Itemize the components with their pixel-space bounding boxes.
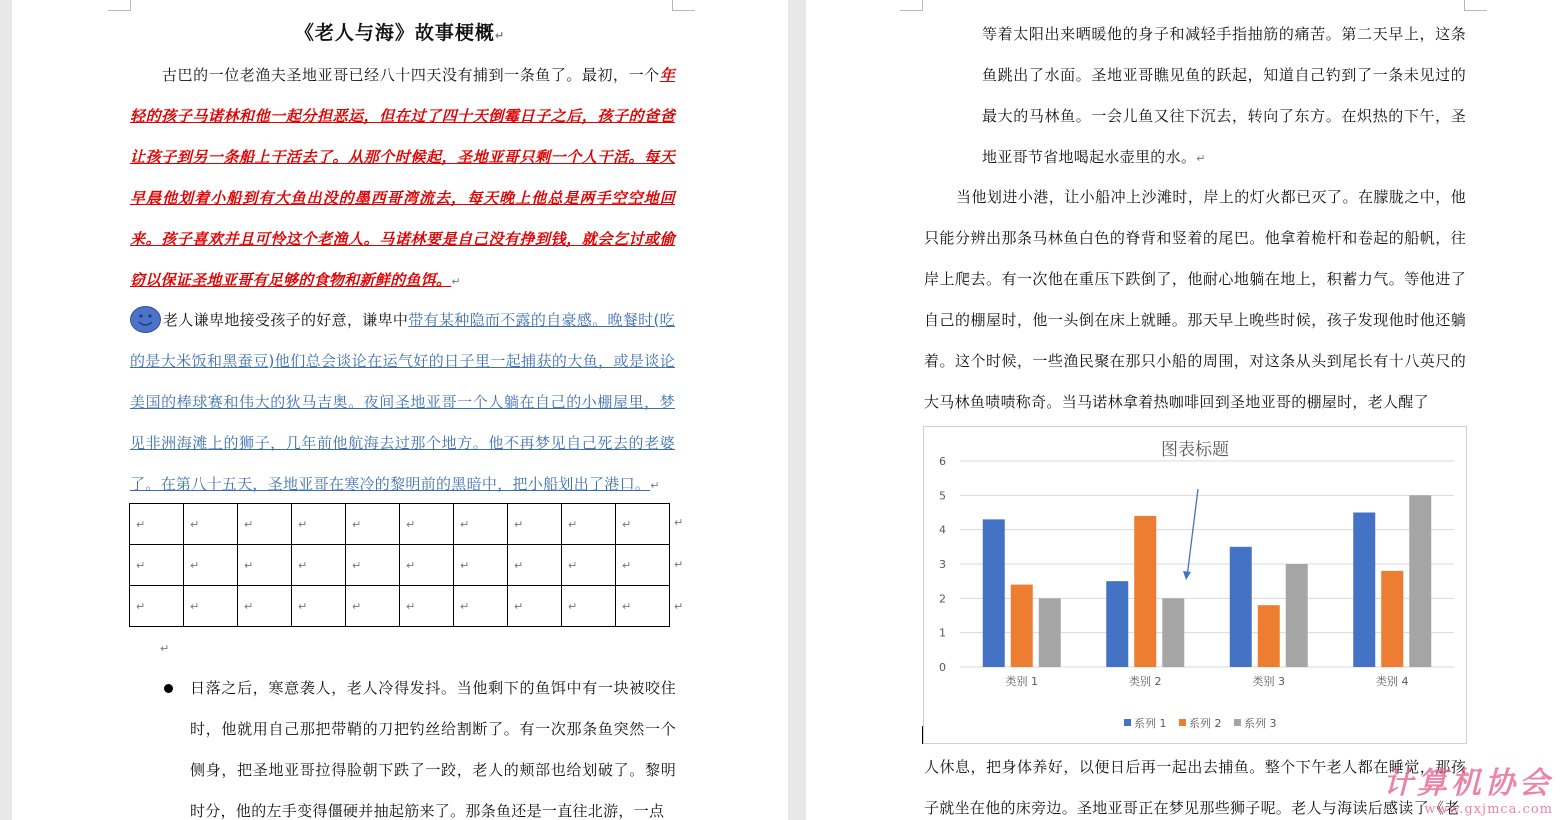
rest-text: 人休息，把身体养好，以便日后再一起出去捕鱼。整个下午老人都在睡觉，那孩子就坐在他的床旁边。圣地亚哥正在梦见那些狮子呢。老人与海读后感读了《老 <box>924 758 1466 817</box>
table-row <box>130 586 670 627</box>
chart-canvas <box>924 427 1466 743</box>
row-end-mark: ↵ <box>674 516 684 529</box>
table-cell[interactable]: ↵ <box>454 586 508 627</box>
table-cell[interactable]: ↵ <box>130 545 184 586</box>
y-tick-label: 2 <box>939 592 946 606</box>
sun-text: 等着太阳出来晒暖他的身子和减轻手指抽筋的痛苦。第二天早上，这条鱼跳出了水面。圣地亚哥瞧见鱼的跃起，知道自己钓到了一条未见过的最大的马林鱼。一会儿鱼又往下沉去，转向了东方。在炽热的下午，圣地亚哥节省地喝起水壶里的水。 <box>982 25 1466 166</box>
table-cell[interactable]: ↵ <box>130 586 184 627</box>
smiley-face-icon[interactable] <box>130 306 161 333</box>
intro-text: 古巴的一位老渔夫圣地亚哥已经八十四天没有捕到一条鱼了。最初，一个 <box>162 66 660 84</box>
table-cell[interactable]: ↵ <box>292 545 346 586</box>
bullet-text: 日落之后，寒意袭人，老人冷得发抖。当他剩下的鱼饵中有一块被咬住时，他就用自己那把带鞘的刀把钓丝给割断了。有一次那条鱼突然一个侧身，把圣地亚哥拉得脸朝下跌了一跤，老人的颊部也给划破了。黎明时分，他的左手变得僵硬并抽起筋来了。那条鱼还是一直往北游，一点 <box>190 679 676 820</box>
chart-bar[interactable] <box>1162 598 1184 667</box>
chart-bar[interactable] <box>1409 495 1431 667</box>
crop-mark <box>108 0 131 11</box>
paragraph-intro[interactable]: 古巴的一位老渔夫圣地亚哥已经八十四天没有捕到一条鱼了。最初，一个年轻的孩子马诺林和他一起分担恶运，但在过了四十天倒霉日子之后，孩子的爸爸让孩子到另一条船上干活去了。从那个时候起，圣地亚哥只剩一个人干活。每天早晨他划着小船到有大鱼出没的墨西哥湾流去，每天晚上他总是两手空空地回来。孩子喜欢并且可怜这个老渔人。马诺林要是自己没有挣到钱，就会乞讨或偷窃以保证圣地亚哥有足够的食物和新鲜的鱼饵。↵ <box>130 66 675 289</box>
table-cell[interactable]: ↵ <box>292 504 346 545</box>
table-cell[interactable]: ↵ <box>400 586 454 627</box>
crop-mark <box>1464 0 1487 11</box>
humble-blue-text: 带有某种隐而不露的自豪感。晚餐时(吃的是大米饭和黑蚕豆)他们总会谈论在运气好的日子里一起捕获的大鱼，或是谈论美国的棒球赛和伟大的狄马吉奥。夜间圣地亚哥一个人躺在自己的小棚屋里，梦见非洲海滩上的狮子，几年前他航海去过那个地方。他不再梦见自己死去的老婆了。在第八十五天，圣地亚哥在寒冷的黎明前的黑暗中，把小船划出了港口。 <box>130 311 675 493</box>
table-cell[interactable]: ↵ <box>400 545 454 586</box>
bullet-icon <box>164 684 173 693</box>
crop-mark <box>672 0 695 11</box>
table-cell[interactable]: ↵ <box>400 504 454 545</box>
x-tick-label: 类别 4 <box>1376 675 1409 688</box>
table-cell[interactable]: ↵ <box>346 545 400 586</box>
chart-bar[interactable] <box>1230 547 1252 667</box>
table-cell[interactable]: ↵ <box>616 586 670 627</box>
crop-mark <box>900 0 923 11</box>
x-tick-label: 类别 3 <box>1252 675 1285 688</box>
page-gap <box>788 0 806 820</box>
table-cell[interactable]: ↵ <box>238 504 292 545</box>
chart-bar[interactable] <box>1381 571 1403 667</box>
document-page-right[interactable] <box>806 0 1567 820</box>
table-cell[interactable]: ↵ <box>238 545 292 586</box>
y-tick-label: 3 <box>939 558 946 571</box>
legend-swatch <box>1124 719 1131 726</box>
y-tick-label: 0 <box>939 661 946 674</box>
table-row <box>130 504 670 545</box>
chart-bar[interactable] <box>1286 564 1308 667</box>
chart-bar[interactable] <box>1258 605 1280 667</box>
arrow-head-icon <box>1183 571 1191 580</box>
table-cell[interactable]: ↵ <box>346 504 400 545</box>
table-cell[interactable]: ↵ <box>616 504 670 545</box>
table-cell[interactable]: ↵ <box>616 545 670 586</box>
y-tick-label: 4 <box>939 523 946 537</box>
table-cell[interactable]: ↵ <box>346 586 400 627</box>
x-tick-label: 类别 1 <box>1005 675 1038 688</box>
table-cell[interactable]: ↵ <box>184 545 238 586</box>
table-cell[interactable]: ↵ <box>454 504 508 545</box>
table-cell[interactable]: ↵ <box>130 504 184 545</box>
legend-swatch <box>1234 719 1241 726</box>
chart-bar[interactable] <box>1106 581 1128 667</box>
table-cell[interactable]: ↵ <box>562 586 616 627</box>
table-cell[interactable]: ↵ <box>508 545 562 586</box>
table-cell[interactable]: ↵ <box>562 545 616 586</box>
table-cell[interactable]: ↵ <box>562 504 616 545</box>
bar-chart[interactable] <box>923 426 1467 744</box>
row-end-mark: ↵ <box>674 600 684 613</box>
legend-entry[interactable]: 系列 1 <box>1134 717 1167 730</box>
harbor-text: 当他划进小港，让小船冲上沙滩时，岸上的灯火都已灭了。在朦胧之中，他只能分辨出那条马林鱼白色的脊背和竖着的尾巴。他拿着桅杆和卷起的船帆，往岸上爬去。有一次他在重压下跌倒了，他耐心地躺在地上，积蓄力气。等他进了自己的棚屋时，他一头倒在床上就睡。那天早上晚些时候，孩子发现他时他还躺着。这个时候，一些渔民聚在那只小船的周围，对这条从头到尾长有十八英尺的大马林鱼啧啧称奇。当马诺林拿着热咖啡回到圣地亚哥的棚屋时，老人醒了 <box>924 188 1466 411</box>
chart-bar[interactable] <box>1134 516 1156 667</box>
document-title: 《老人与海》故事梗概↵ <box>294 22 506 44</box>
table-cell[interactable]: ↵ <box>184 586 238 627</box>
paragraph-sun[interactable]: 等着太阳出来晒暖他的身子和减轻手指抽筋的痛苦。第二天早上，这条鱼跳出了水面。圣地亚哥瞧见鱼的跃起，知道自己钓到了一条未见过的最大的马林鱼。一会儿鱼又往下沉去，转向了东方。在炽热的下午，圣地亚哥节省地喝起水壶里的水。↵ <box>982 25 1466 166</box>
chart-bar[interactable] <box>1353 513 1375 668</box>
text-cursor <box>922 726 923 744</box>
table-cell[interactable]: ↵ <box>184 504 238 545</box>
empty-table[interactable] <box>129 503 670 627</box>
intro-red-text: 年轻的孩子马诺林和他一起分担恶运，但在过了四十天倒霉日子之后，孩子的爸爸让孩子到另一条船上干活去了。从那个时候起，圣地亚哥只剩一个人干活。每天早晨他划着小船到有大鱼出没的墨西哥湾流去，每天晚上他总是两手空空地回来。孩子喜欢并且可怜这个老渔人。马诺林要是自己没有挣到钱，就会乞讨或偷窃以保证圣地亚哥有足够的食物和新鲜的鱼饵。 <box>130 66 675 289</box>
chart-title[interactable]: 图表标题 <box>1161 440 1229 460</box>
site-watermark: 计算机协会 www.gxjmca.com <box>1383 766 1553 817</box>
humble-text: 老人谦卑地接受孩子的好意，谦卑中 <box>163 311 409 329</box>
table-cell[interactable]: ↵ <box>454 545 508 586</box>
x-tick-label: 类别 2 <box>1129 675 1162 688</box>
table-cell[interactable]: ↵ <box>508 586 562 627</box>
chart-bar[interactable] <box>1039 598 1061 667</box>
paragraph-harbor[interactable] <box>924 177 1466 423</box>
y-tick-label: 1 <box>939 626 946 640</box>
table-cell[interactable]: ↵ <box>292 586 346 627</box>
legend-swatch <box>1179 719 1186 726</box>
chart-bar[interactable] <box>1011 585 1033 667</box>
y-tick-label: 6 <box>939 455 946 468</box>
chart-bar[interactable] <box>983 519 1005 667</box>
paragraph-bullet[interactable] <box>190 668 676 820</box>
y-tick-label: 5 <box>939 489 946 503</box>
empty-paragraph-mark: ↵ <box>160 642 170 655</box>
table-row <box>130 545 670 586</box>
table-cell[interactable]: ↵ <box>508 504 562 545</box>
legend-entry[interactable]: 系列 3 <box>1244 717 1277 730</box>
paragraph-humble[interactable]: 老人谦卑地接受孩子的好意，谦卑中带有某种隐而不露的自豪感。晚餐时(吃的是大米饭和黑蚕豆)他们总会谈论在运气好的日子里一起捕获的大鱼，或是谈论美国的棒球赛和伟大的狄马吉奥。夜间圣地亚哥一个人躺在自己的小棚屋里，梦见非洲海滩上的狮子，几年前他航海去过那个地方。他不再梦见自己死去的老婆了。在第八十五天，圣地亚哥在寒冷的黎明前的黑暗中，把小船划出了港口。↵ <box>130 300 675 506</box>
row-end-mark: ↵ <box>674 558 684 571</box>
document-page-left[interactable] <box>12 0 788 820</box>
legend-entry[interactable]: 系列 2 <box>1189 717 1222 730</box>
table-cell[interactable]: ↵ <box>238 586 292 627</box>
